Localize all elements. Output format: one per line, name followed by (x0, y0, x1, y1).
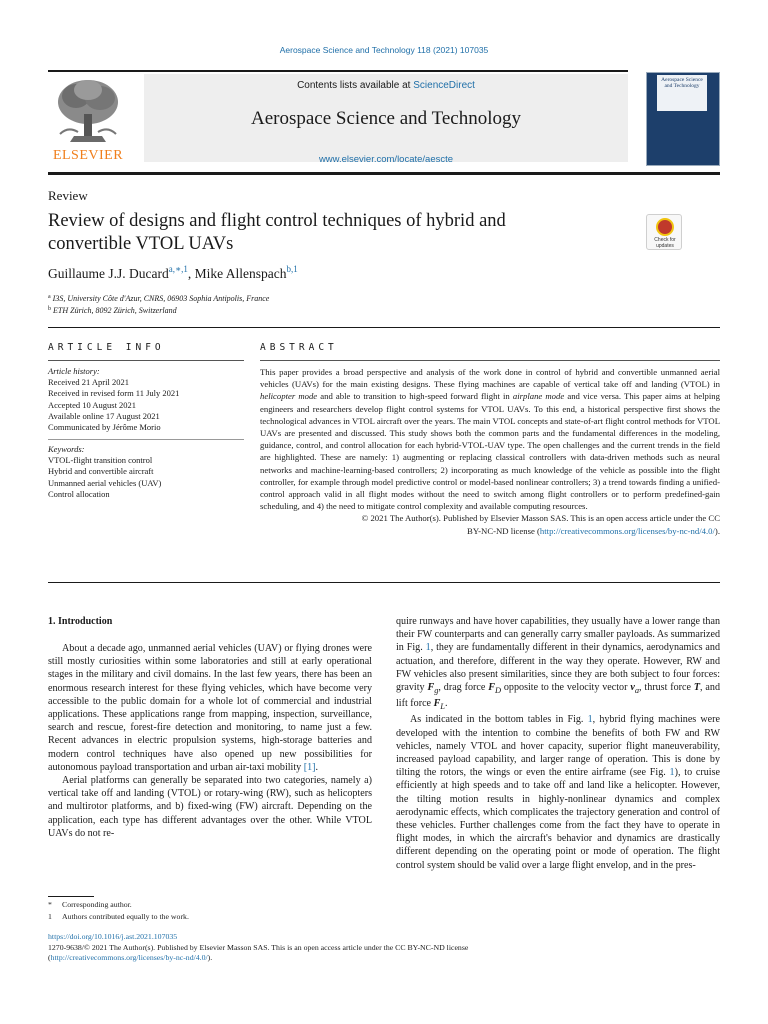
body-paragraph: As indicated in the bottom tables in Fig. 1, hybrid flying machines were developed with the intention to combine the benefits of both FW and RW vehicles, namely VTOL and hover capacity, superior flight maneuverability, increased payload capability, and larger range of operation. This is done by tilting the rotors, the wings or even the entire airframe (see Fig. 1), to cruise efficiently at high speeds and to take off and land like a helicopter. However, the tilting motion results in highly-nonlinear dynamics and complex aerodynamic effects, which complicates the trajectory generation and control of these vehicles. Further challenges come from the fact they have to operate in flight modes, in which the aircraft's behavior and dynamics are drastically different depending on the operating point or mode of operation. The flight control system should be valid over a large flight envelop, and in the pres- (396, 714, 720, 871)
article-history (48, 366, 244, 433)
article-title (48, 210, 608, 256)
article-title-line-1: Review of designs and flight control techniques of hybrid and (48, 211, 506, 231)
check-for-updates-button[interactable] (646, 214, 682, 250)
journal-title: Aerospace Science and Technology (250, 108, 522, 129)
history-item: Communicated by Jérôme Morio (48, 422, 161, 433)
author-affiliation-link[interactable]: a,∗,1 (168, 264, 188, 274)
keyword-item: Control allocation (48, 488, 110, 499)
cover-title: Aerospace Science and Technology (661, 77, 703, 89)
keyword-item: Hybrid and convertible aircraft (48, 466, 154, 477)
journal-cover-image[interactable] (646, 72, 720, 166)
article-info-heading: ARTICLE INFO (48, 342, 165, 353)
author-name[interactable]: Guillaume J.J. Ducard (48, 266, 169, 281)
masthead-bottom-rule (48, 172, 720, 175)
article-history-label: Article history: (48, 366, 100, 376)
footer-license-text: 1270-9638/© 2021 The Author(s). Published by Elsevier Masson SAS. This is an open access article under the CC BY-NC-ND license (48, 942, 469, 952)
article-title-line-2: convertible VTOL UAVs (48, 234, 234, 254)
history-item: Received 21 April 2021 (48, 377, 129, 388)
abstract-rule (260, 360, 720, 361)
section-heading-introduction: 1. Introduction (48, 616, 113, 627)
keywords (48, 444, 244, 500)
body-paragraph: About a decade ago, unmanned aerial vehicles (UAV) or flying drones were still mostly curiosities within some laboratories and still at early operational stages in the military and civil domains. In the last few years, there has been an enormous research interest for these flying vehicles, which have become very accessible to the public domain for a whole lot of commercial and industrial applications. These applications range from mapping, inspection, surveillance, search and rescue, forest-fire detection and monitoring, to name just a few. Recent advances in electric propulsion systems, high-storage batteries and modern control techniques have also opened up new possibilities for autonomous payload transportation and urban air-taxi mobility [1]. (48, 643, 372, 773)
masthead (48, 70, 720, 166)
contents-available-text: Contents lists available at ScienceDirect (297, 80, 475, 91)
figure-link[interactable]: 1 (425, 642, 431, 654)
keyword-item: Unmanned aerial vehicles (UAV) (48, 477, 162, 488)
footer-license-line: (http://creativecommons.org/licenses/by-nc-nd/4.0/). (48, 953, 213, 963)
abstract-body (260, 366, 720, 537)
body-paragraph: quire runways and have hover capabilities, they usually have a lower range than their FW counterparts and can generally carry smaller payloads. As summarized in Fig. 1, they are fundamentally different in their dynamics, aerodynamics and actuation, and therefore, different in the way they operate. However, RW and FW vehicles also present similarities, since they are both subject to four forces: gravity $F_g$, drag force $F_D$ opposite to the velocity vector $v_a$, thrust force T, and lift force $F_L$. (396, 616, 721, 712)
abstract-copyright: © 2021 The Author(s). Published by Elsevier Masson SAS. This is an open access article under the CC BY-NC-ND license (http://creativecommons.org/licenses/by-nc-nd/4.0/). (361, 513, 720, 536)
author-name[interactable]: Mike Allenspach (194, 266, 287, 281)
affiliation-a: $^a$ I3S, University Côte d'Azur, CNRS, 06903 Sophia Antipolis, France (48, 294, 270, 303)
sciencedirect-link[interactable]: ScienceDirect (413, 80, 475, 91)
footer-license-link[interactable]: http://creativecommons.org/licenses/by-nc-nd/4.0/ (50, 953, 208, 963)
author-affiliation-link[interactable]: b,1 (286, 264, 298, 274)
figure-link[interactable]: 1 (587, 714, 593, 726)
license-link[interactable]: http://creativecommons.org/licenses/by-nc-nd/4.0/ (539, 525, 715, 536)
keywords-label: Keywords: (48, 444, 85, 454)
history-item: Received in revised form 11 July 2021 (48, 388, 180, 399)
footnotes (48, 899, 372, 922)
citation-link[interactable]: [1] (303, 761, 316, 773)
journal-url-link[interactable]: www.elsevier.com/locate/aescte (318, 154, 454, 165)
keywords-rule (48, 439, 244, 440)
body-paragraph: Aerial platforms can generally be separated into two categories, namely a) vertical take off and landing (VTOL) or rotary-wing (RW), such as helicopters and multirotor platforms, and b) fixed-wing (FW) aircraft. Depending on the application, each type has different advantages over the other. While VTOL UAVs do not re- (48, 775, 372, 839)
masthead-top-rule (48, 70, 628, 72)
keyword-item: VTOL-flight transition control (48, 455, 153, 466)
abstract-paragraph: This paper provides a broad perspective and analysis of the work done in control of hybrid and convertible unmanned aerial vehicles (UAVs) for the main existing designs. These flying machines are capable of vertical take off and landing (VTOL) in helicopter mode and able to transition to high-speed forward flight in airplane mode and vice versa. This paper aims at helping engineers and researchers develop flight control systems for VTOL UAVs. To this end, a historical perspective first shows the technological advances in VTOL aircraft over the years. The main VTOL concepts and state-of-art flight control methods for VTOL UAVs are presented and discussed. This study shows both the common parts and the fundamental differences in the modeling, guidance, control, and control allocation for each hybrid-VTOL-UAV type. The open challenges and the current trends in the field are highlighted. These are namely: 1) augmenting or replacing classical controllers with data-driven methods such as neural networks and machine-learning-based controllers; 2) incorporating as much knowledge of the vehicle as possible into the flight controller, for example through model predictive control or model-based nonlinear controllers; 3) a trend towards finding a unified-control approach valid in all flight modes without the need to switch among flight controllers or to perform predefined-gain scheduling, and 4) the need to mitigate control complexity and available computing resources. (260, 367, 720, 512)
body-column-right (396, 615, 720, 872)
abstract-bottom-rule (48, 582, 720, 583)
article-type: Review (48, 188, 88, 203)
article-info-rule (48, 360, 244, 361)
footnote-rule (48, 896, 94, 897)
journal-reference-link[interactable]: Aerospace Science and Technology 118 (2021) 107035 (279, 45, 489, 55)
cover-label-panel (657, 75, 707, 111)
elsevier-tree-icon (48, 76, 128, 148)
history-item: Available online 17 August 2021 (48, 410, 160, 421)
footnote: * Corresponding author. (48, 900, 132, 909)
history-item: Accepted 10 August 2021 (48, 399, 137, 410)
check-updates-label: Check for updates (654, 237, 676, 249)
footer-doi-block (48, 932, 720, 964)
affiliations (48, 292, 269, 316)
body-column-left (48, 642, 372, 840)
footnote: 1 Authors contributed equally to the work. (48, 911, 189, 921)
header-divider (48, 327, 720, 328)
check-updates-icon (656, 218, 674, 236)
figure-link[interactable]: 1 (669, 767, 675, 779)
author-list (48, 264, 298, 282)
elsevier-logo[interactable] (48, 76, 128, 164)
author-separator: , (187, 266, 195, 281)
affiliation-b: $^b$ ETH Zürich, 8092 Zürich, Switzerland (48, 306, 177, 315)
abstract-heading: ABSTRACT (260, 342, 338, 353)
masthead-center-panel (144, 74, 628, 165)
doi-link[interactable]: https://doi.org/10.1016/j.ast.2021.107035 (48, 932, 178, 941)
elsevier-wordmark: ELSEVIER (52, 148, 124, 163)
